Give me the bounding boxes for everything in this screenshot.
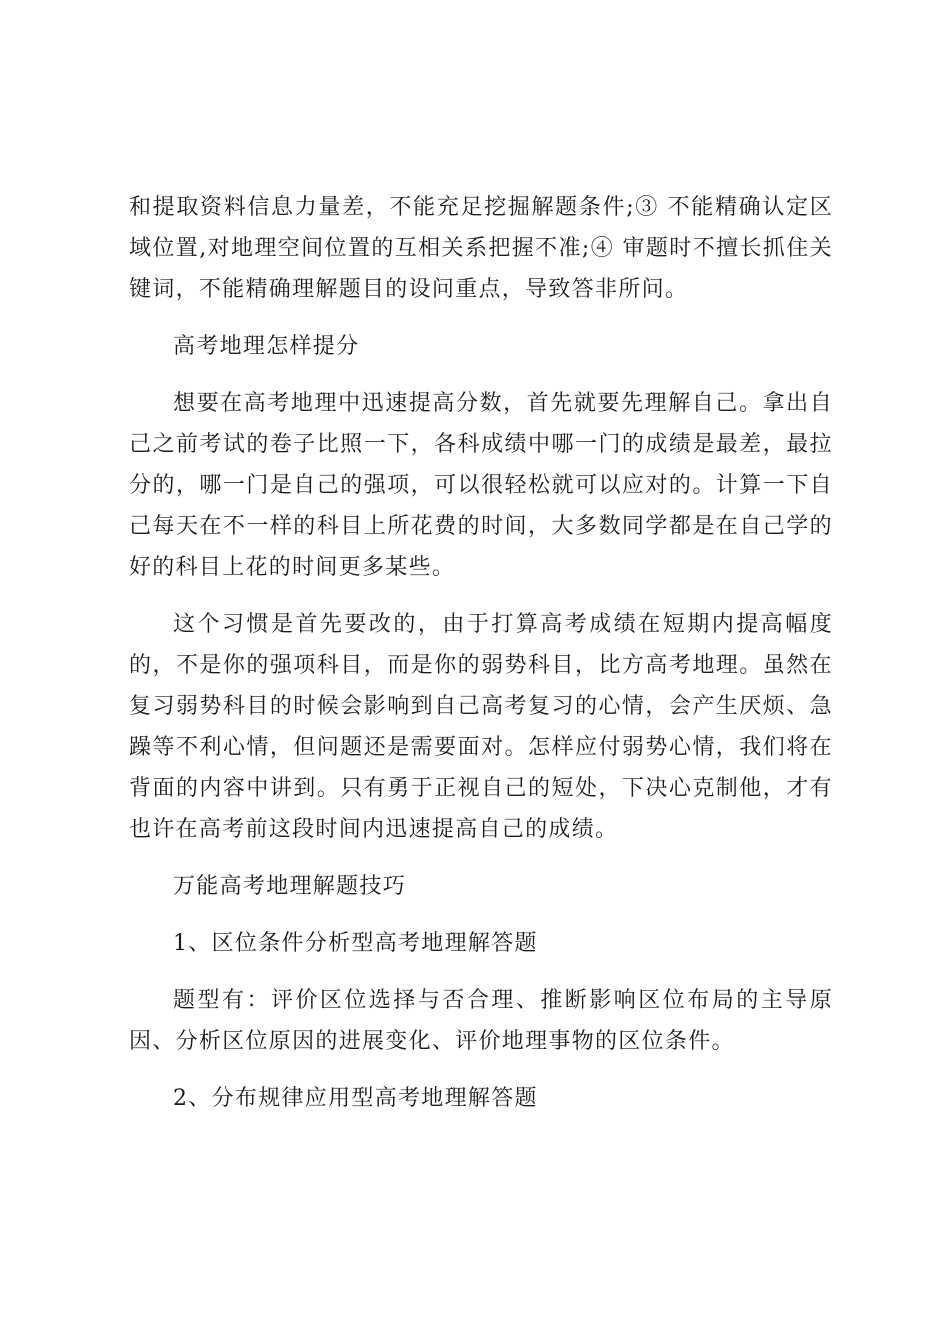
subheading-distribution-rules: 2、分布规律应用型高考地理解答题 bbox=[173, 1086, 538, 1111]
paragraph-question-types: 题型有：评价区位选择与否合理、推断影响区位布局的主导原因、分析区位原因的进展变化、评价地理事物的区位条件。 bbox=[129, 988, 833, 1054]
section-heading-how-to-improve: 高考地理怎样提分 bbox=[173, 334, 360, 359]
paragraph-continued: 和提取资料信息力量差，不能充足挖掘解题条件;③ 不能精确认定区域位置,对地理空间位置的互相关系把握不准;④ 审题时不擅长抓住关键词，不能精确理解题目的设问重点，导致答非所问。 bbox=[129, 195, 833, 302]
section-heading-techniques: 万能高考地理解题技巧 bbox=[173, 874, 407, 899]
document-body bbox=[129, 187, 833, 1135]
paragraph-understand-yourself: 想要在高考地理中迅速提高分数，首先就要先理解自己。拿出自己之前考试的卷子比照一下，各科成绩中哪一门的成绩是最差，最拉分的，哪一门是自己的强项，可以很轻松就可以应对的。计算一下自己每天在不一样的科目上所花费的时间，大多数同学都是在自己学的好的科目上花的时间更多某些。 bbox=[129, 391, 833, 580]
subheading-location-analysis: 1、区位条件分析型高考地理解答题 bbox=[173, 931, 538, 956]
paragraph-change-habit: 这个习惯是首先要改的，由于打算高考成绩在短期内提高幅度的，不是你的强项科目，而是你的弱势科目，比方高考地理。虽然在复习弱势科目的时候会影响到自己高考复习的心情，会产生厌烦、急躁等不利心情，但问题还是需要面对。怎样应付弱势心情，我们将在背面的内容中讲到。只有勇于正视自己的短处，下决心克制他，才有也许在高考前这段时间内迅速提高自己的成绩。 bbox=[129, 612, 833, 842]
